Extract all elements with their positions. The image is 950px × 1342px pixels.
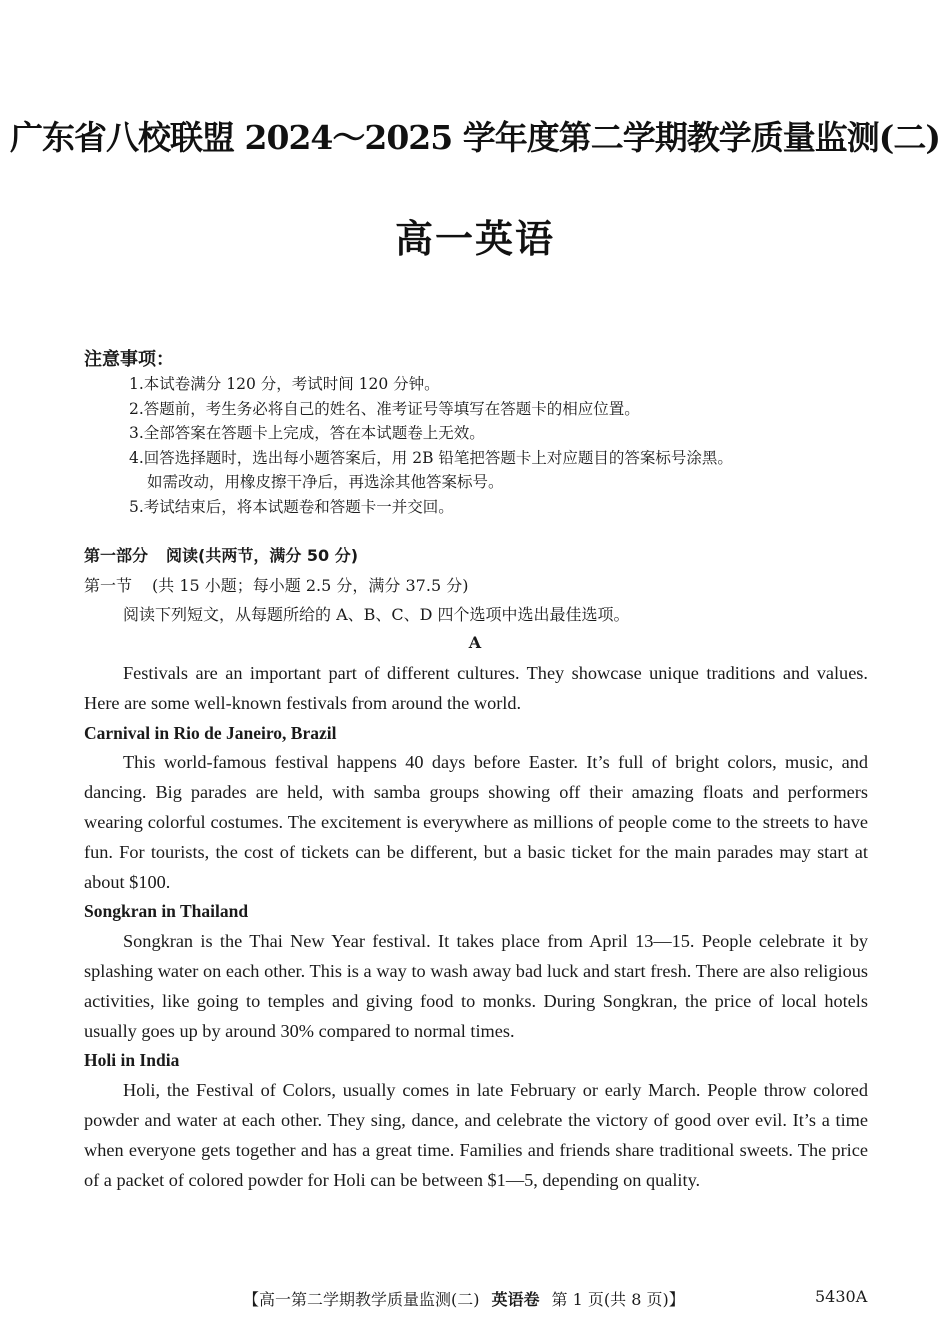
passage-body bbox=[84, 659, 868, 1195]
subject-title: 高一英语 bbox=[394, 217, 555, 261]
notice-item-continuation: 如需改动，用橡皮擦干净后，再选涂其他答案标号。 bbox=[147, 473, 504, 491]
festival-text: Holi, the Festival of Colors, usually comes in late February or early March. People throw colored powder and water at each other. They sing, dance, and celebrate the victory of good over evil. It’s a time when everyone gets together and has a great time. Families and friends share traditional sweets. The price of a packet of colored powder for Holi can be between $1—5, depending on quality. bbox=[84, 1080, 868, 1190]
notice-item: 1.本试卷满分 120 分，考试时间 120 分钟。 bbox=[129, 375, 440, 393]
footer-subject: 英语卷 bbox=[491, 1290, 540, 1309]
footer-left: 【高一第二学期教学质量监测(二) bbox=[243, 1290, 480, 1309]
notice-item: 2.答题前，考生务必将自己的姓名、准考证号等填写在答题卡的相应位置。 bbox=[129, 399, 640, 418]
festival-heading: Songkran in Thailand bbox=[84, 901, 249, 922]
reading-instruction: 阅读下列短文，从每题所给的 A、B、C、D 四个选项中选出最佳选项。 bbox=[123, 605, 630, 624]
section-heading bbox=[84, 573, 468, 596]
festival-text: Songkran is the Thai New Year festival. It takes place from April 13—15. People celebrate it by splashing water on each other. This is a way to wash away bad luck and start fresh. There are also religious activities, like going to temples and giving food to monks. During Songkran, the price of local hotels usually goes up by around 30% compared to normal times. bbox=[84, 931, 868, 1041]
notice-item: 3.全部答案在答题卡上完成，答在本试题卷上无效。 bbox=[129, 424, 485, 442]
section-desc: (共 15 小题；每小题 2.5 分，满分 37.5 分) bbox=[152, 576, 469, 595]
passage-letter: A bbox=[468, 633, 482, 652]
part-heading bbox=[84, 543, 358, 566]
footer-page: 第 1 页(共 8 页)】 bbox=[551, 1290, 685, 1309]
part-desc: 阅读(共两节，满分 50 分) bbox=[166, 546, 359, 565]
notice-item: 5.考试结束后，将本试题卷和答题卡一并交回。 bbox=[129, 497, 454, 516]
section-label: 第一节 bbox=[84, 576, 133, 595]
festival-heading: Carnival in Rio de Janeiro, Brazil bbox=[84, 722, 337, 743]
part-label: 第一部分 bbox=[84, 546, 149, 565]
notice-heading: 注意事项： bbox=[84, 349, 174, 370]
festival-text: This world-famous festival happens 40 days before Easter. It’s full of bright colors, music, and dancing. Big parades are held, with samba groups showing off their amazing floats and performers wearing colorful costumes. The excitement is everywhere as millions of people come to the streets to have fun. For tourists, the cost of tickets can be different, but a basic ticket for the main parades may start at about $100. bbox=[84, 752, 868, 892]
exam-title: 广东省八校联盟 2024～2025 学年度第二学期教学质量监测(二) bbox=[10, 118, 940, 157]
festival-heading: Holi in India bbox=[84, 1050, 180, 1071]
notice-list bbox=[129, 372, 889, 519]
passage-intro: Festivals are an important part of different cultures. They showcase unique traditions and values. Here are some well-known festivals from around the world. bbox=[84, 663, 868, 713]
notice-item: 4.回答选择题时，选出每小题答案后，用 2B 铅笔把答题卡上对应题目的答案标号涂黑。 bbox=[129, 448, 733, 467]
footer-code: 5430A bbox=[815, 1287, 868, 1306]
footer-main bbox=[243, 1287, 685, 1310]
